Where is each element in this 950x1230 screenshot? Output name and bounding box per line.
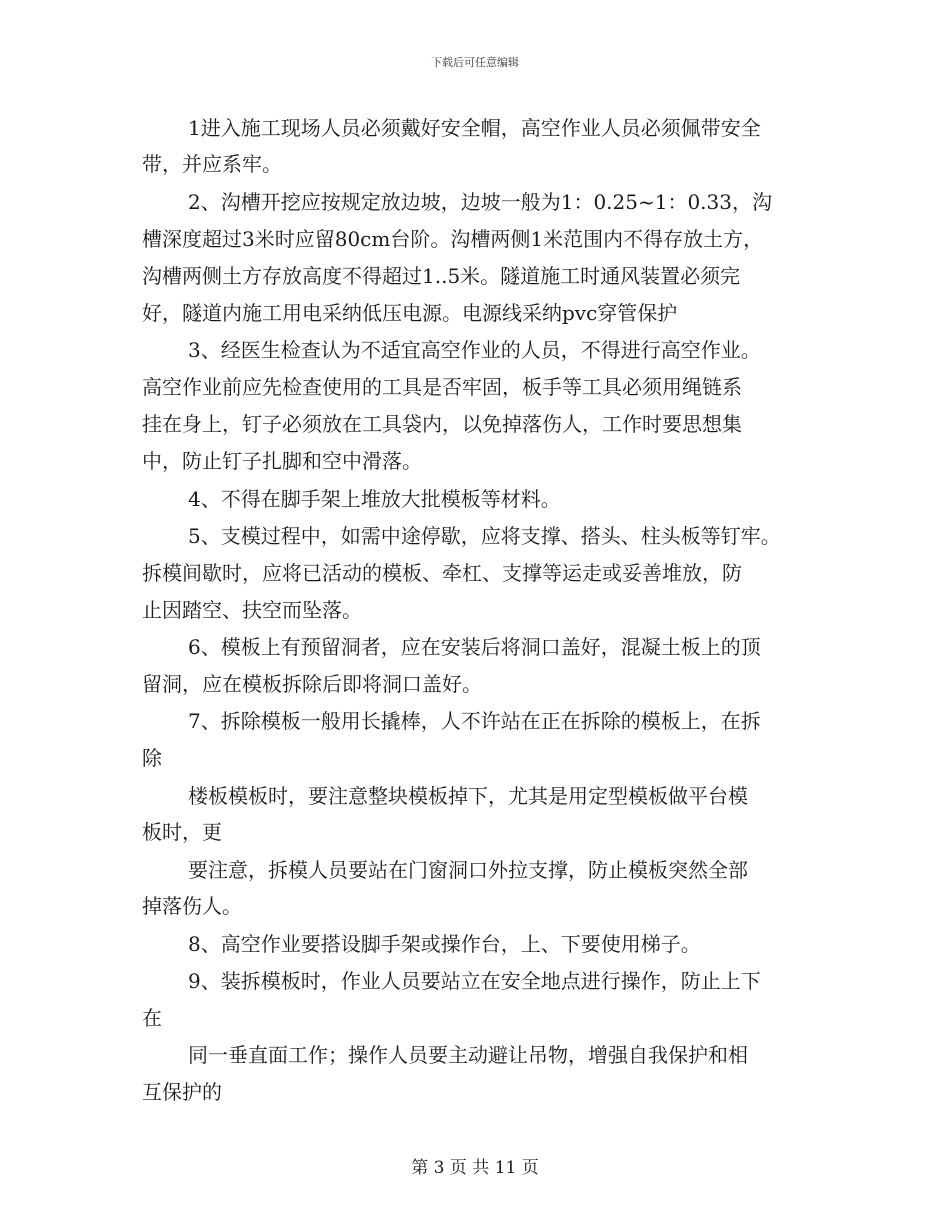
- text-line: 6、模板上有预留洞者，应在安装后将洞口盖好，混凝土板上的顶: [188, 635, 761, 659]
- text-line: 拆模间歇时，应将已活动的模板、牵杠、支撑等运走或妥善堆放，防: [142, 561, 742, 585]
- text-line: 9、装拆模板时，作业人员要站立在安全地点进行操作，防止上下: [188, 969, 761, 993]
- text-line: 1进入施工现场人员必须戴好安全帽，高空作业人员必须佩带安全: [188, 116, 761, 140]
- text-line: 沟槽两侧土方存放高度不得超过1..5米。隧道施工时通风装置必须完: [142, 264, 741, 288]
- text-line: 高空作业前应先检查使用的工具是否牢固，板手等工具必须用绳链系: [142, 375, 742, 399]
- text-line: 4、不得在脚手架上堆放大批模板等材料。: [188, 487, 561, 511]
- text-line: 要注意，拆模人员要站在门窗洞口外拉支撑，防止模板突然全部: [188, 858, 748, 882]
- text-line: 互保护的: [142, 1080, 222, 1104]
- page-number: 第 3 页 共 11 页: [411, 1158, 539, 1178]
- text-line: 带，并应系牢。: [142, 152, 282, 176]
- text-line: 楼板模板时，要注意整块模板掉下，尤其是用定型模板做平台模: [188, 784, 748, 808]
- page-header-note: 下载后可任意编辑: [431, 56, 519, 69]
- text-line: 2、沟槽开挖应按规定放边坡，边坡一般为1：0.25~1：0.33，沟: [188, 190, 772, 214]
- text-line: 留洞，应在模板拆除后即将洞口盖好。: [142, 672, 482, 696]
- text-line: 中，防止钉子扎脚和空中滑落。: [142, 449, 422, 473]
- text-line: 挂在身上，钉子必须放在工具袋内，以免掉落伤人，工作时要思想集: [142, 412, 742, 436]
- text-line: 掉落伤人。: [142, 894, 242, 918]
- text-line: 好，隧道内施工用电采纳低压电源。电源线采纳pvc穿管保护: [142, 301, 678, 325]
- text-line: 8、高空作业要搭设脚手架或操作台，上、下要使用梯子。: [188, 932, 701, 956]
- text-line: 7、拆除模板一般用长撬棒，人不许站在正在拆除的模板上，在拆: [188, 709, 761, 733]
- text-line: 在: [142, 1006, 162, 1030]
- text-line: 5、支模过程中，如需中途停歇，应将支撑、搭头、柱头板等钉牢。: [188, 524, 781, 548]
- text-line: 槽深度超过3米时应留80cm台阶。沟槽两侧1米范围内不得存放土方，: [142, 227, 764, 251]
- text-line: 板时，更: [142, 820, 222, 844]
- text-line: 同一垂直面工作；操作人员要主动避让吊物，增强自我保护和相: [188, 1043, 748, 1067]
- text-line: 止因踏空、扶空而坠落。: [142, 598, 362, 622]
- text-line: 除: [142, 746, 162, 770]
- text-line: 3、经医生检查认为不适宜高空作业的人员，不得进行高空作业。: [188, 338, 761, 362]
